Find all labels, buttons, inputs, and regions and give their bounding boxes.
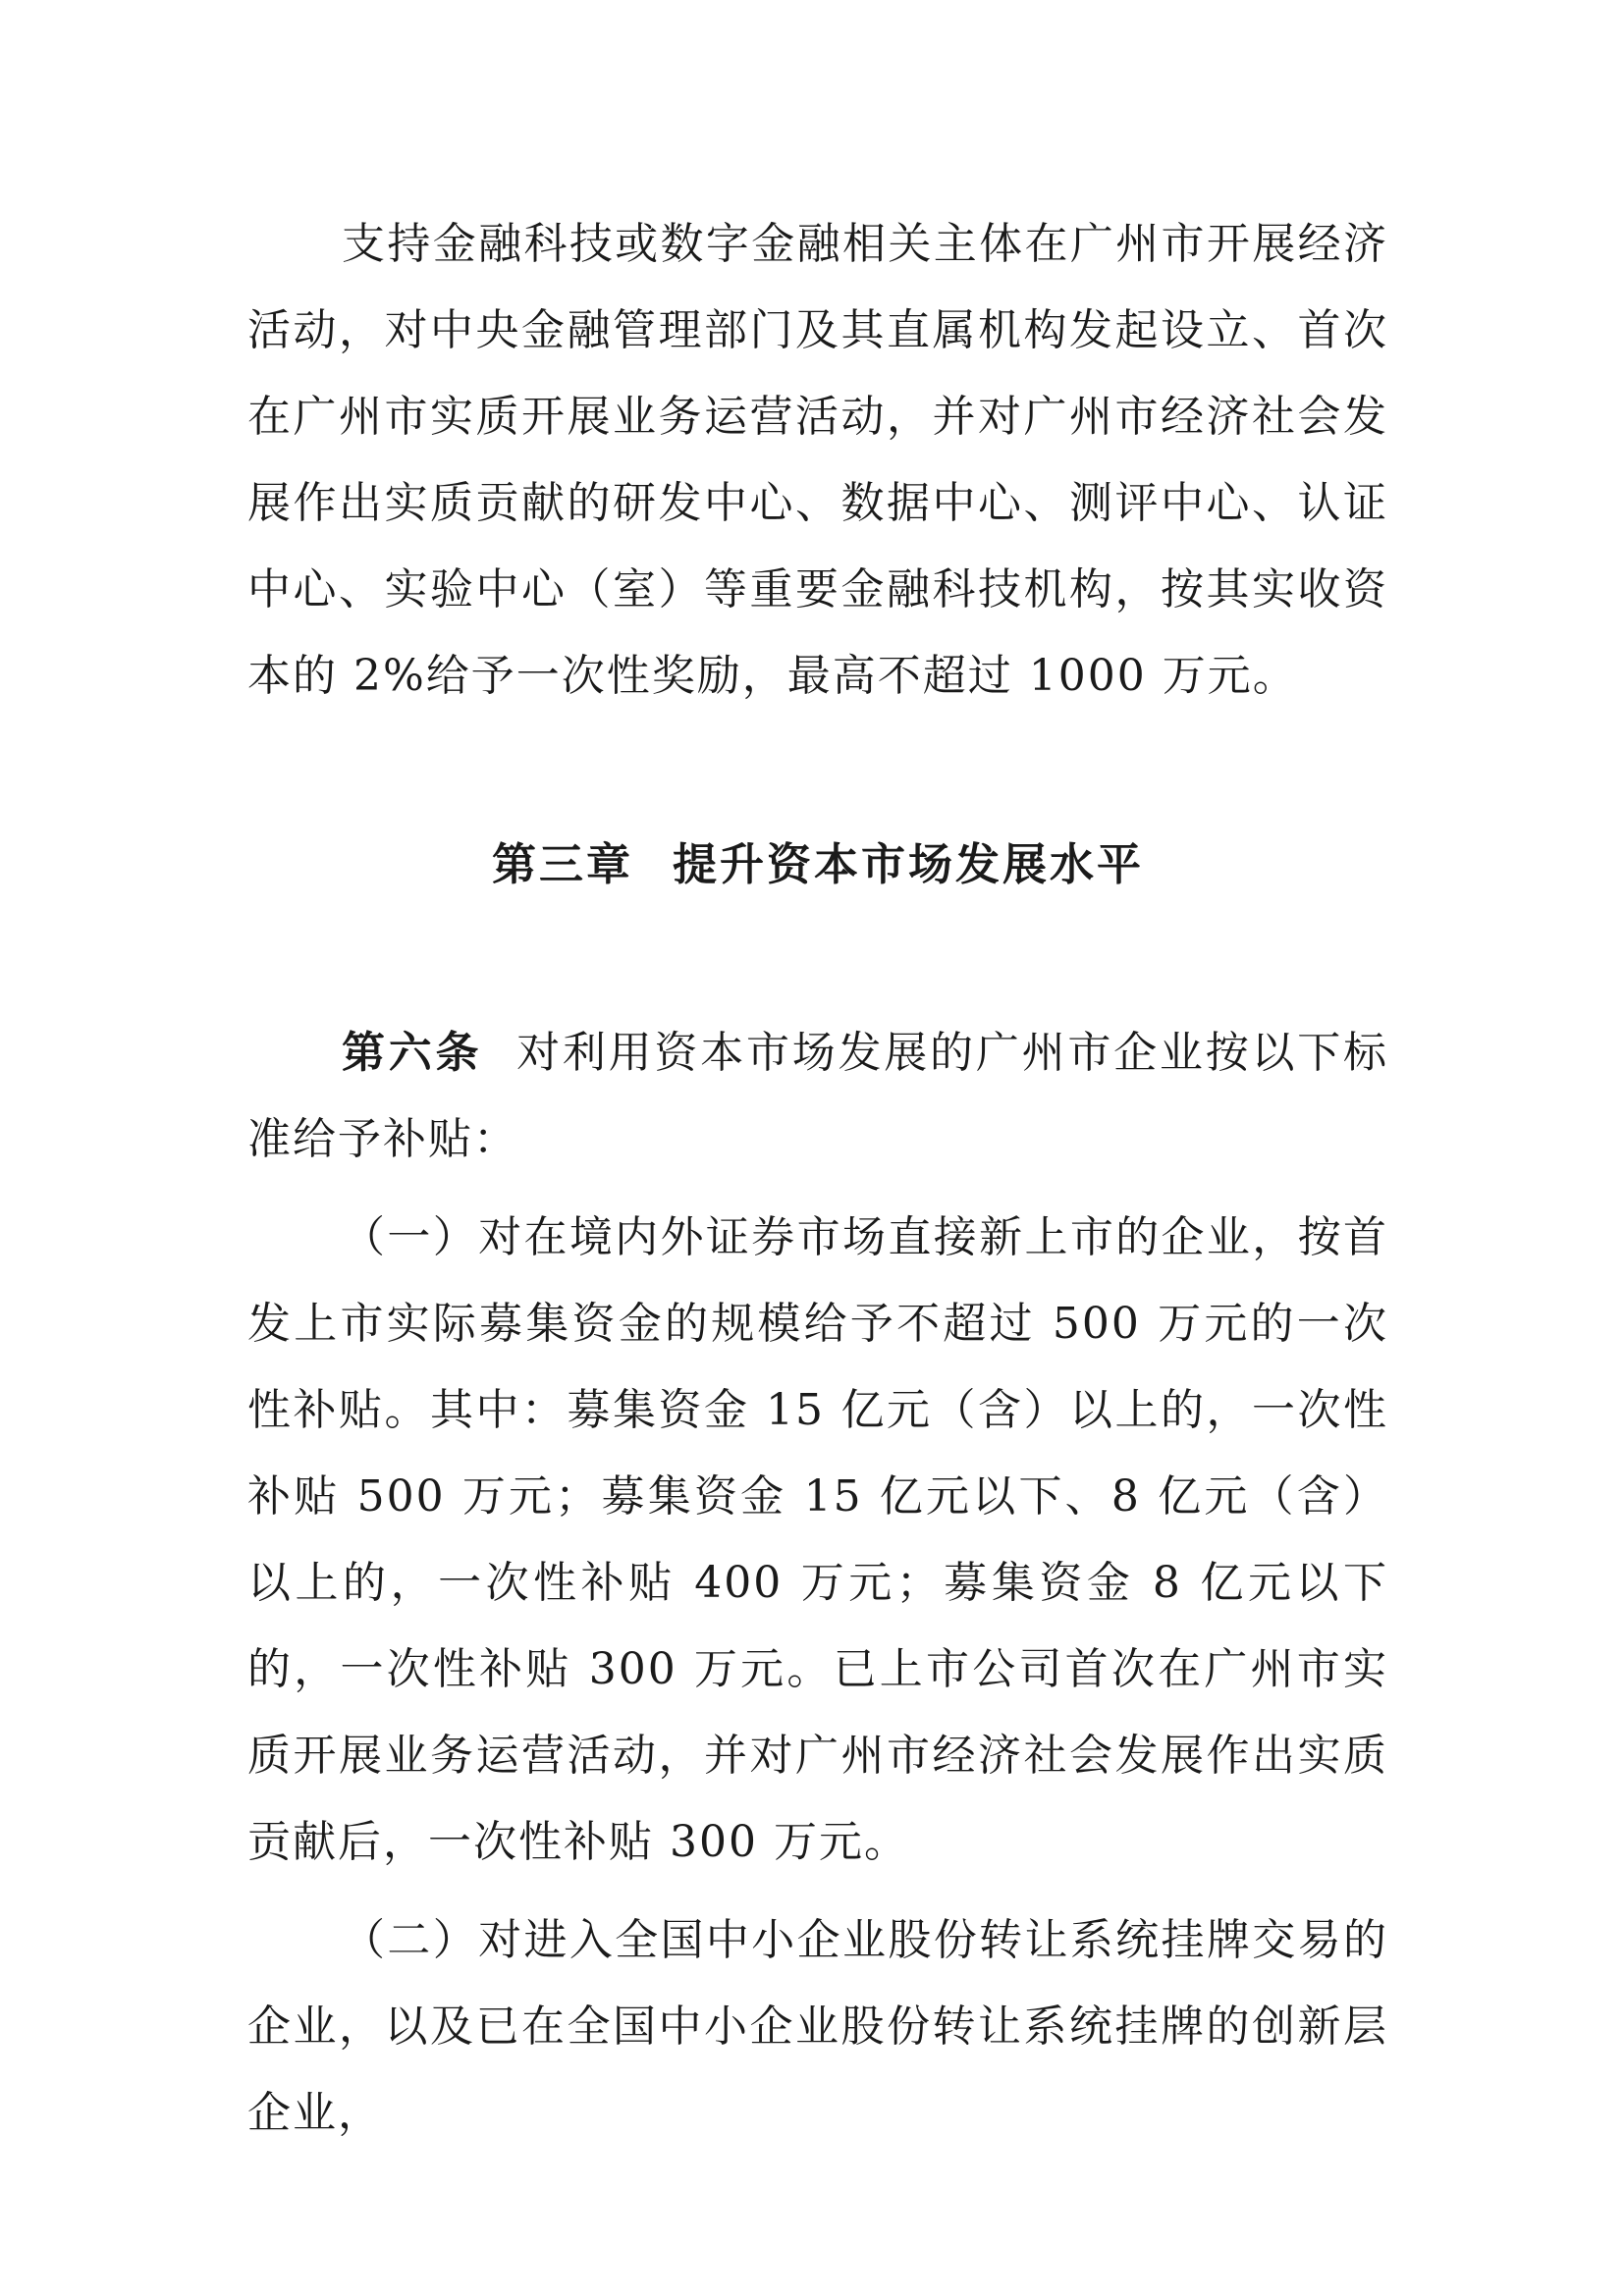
item-paragraph-2: （二）对进入全国中小企业股份转让系统挂牌交易的企业，以及已在全国中小企业股份转让系统挂牌的创新层企业， [247, 1915, 1388, 2138]
article-text: 对利用资本市场发展的广州市企业按以下标准给予补贴： [247, 1028, 1389, 1164]
article-paragraph [247, 1010, 1388, 1183]
chapter-number: 第三章 [491, 838, 633, 890]
chapter-title: 提升资本市场发展水平 [673, 838, 1145, 890]
item-paragraph-1: （一）对在境内外证券市场直接新上市的企业，按首发上市实际募集资金的规模给予不超过 500 万元的一次性补贴。其中：募集资金 15 亿元（含）以上的，一次性补贴 500 万元；募集资金 15 亿元以下、8 亿元（含）以上的，一次性补贴 400 万元；募集资金 8 亿元以下的，一次性补贴 300 万元。已上市公司首次在广州市实质开展业务运营活动，并对广州市经济社会发展作出实质贡献后，一次性补贴 300 万元。 [247, 1212, 1388, 1867]
document-page [247, 201, 1388, 2157]
intro-paragraph: 支持金融科技或数字金融相关主体在广州市开展经济活动，对中央金融管理部门及其直属机构发起设立、首次在广州市实质开展业务运营活动，并对广州市经济社会发展作出实质贡献的研发中心、数据中心、测评中心、认证中心、实验中心（室）等重要金融科技机构，按其实收资本的 2%给予一次性奖励，最高不超过 1000 万元。 [247, 219, 1388, 701]
chapter-heading [247, 822, 1388, 908]
article-label: 第六条 [342, 1028, 483, 1078]
